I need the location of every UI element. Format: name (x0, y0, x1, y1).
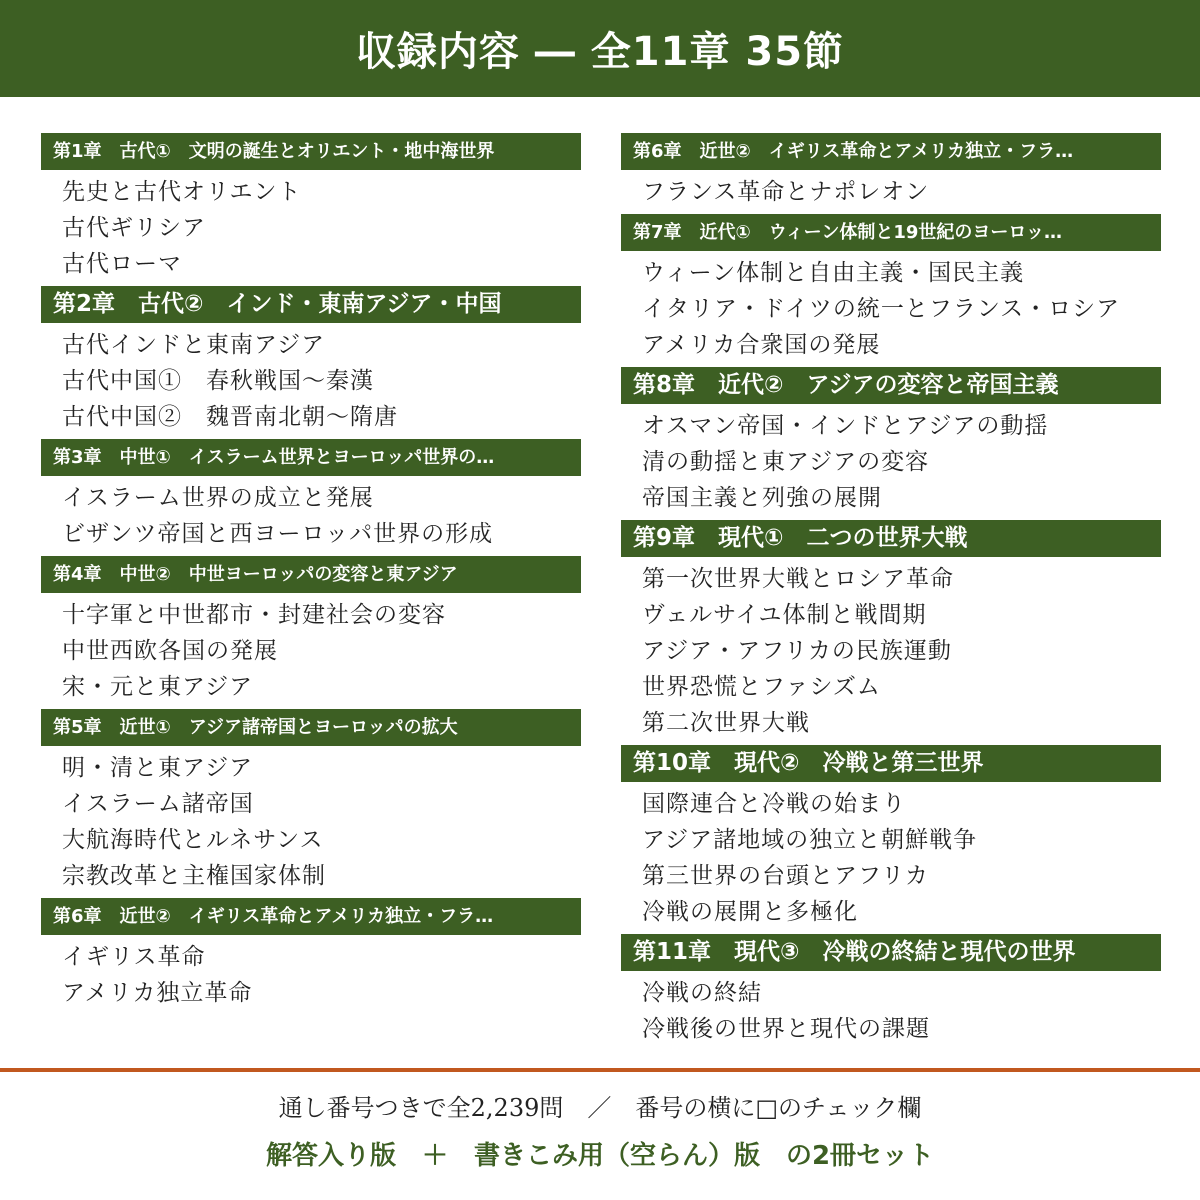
section-item: 帝国主義と列強の展開 (642, 485, 882, 511)
section-item: 古代ローマ (62, 251, 182, 277)
section-list (621, 170, 1161, 214)
chapter-block (621, 520, 1161, 745)
section-item: 十字軍と中世都市・封建社会の変容 (62, 602, 446, 628)
chapter-header: 第1章 古代① 文明の誕生とオリエント・地中海世界 (41, 133, 581, 170)
section-item: イスラーム世界の成立と発展 (62, 485, 374, 511)
section-item: ヴェルサイユ体制と戦間期 (642, 602, 927, 628)
section-item: 第三世界の台頭とアフリカ (642, 863, 929, 889)
chapter-header: 第6章 近世② イギリス革命とアメリカ独立・フラ… (621, 133, 1161, 170)
section-list (41, 746, 581, 898)
section-item: 先史と古代オリエント (62, 179, 302, 205)
section-item: 世界恐慌とファシズム (642, 674, 881, 700)
section-item: オスマン帝国・インドとアジアの動揺 (642, 413, 1049, 439)
section-list (621, 251, 1161, 367)
chapter-block (41, 133, 581, 286)
section-item: フランス革命とナポレオン (642, 179, 930, 205)
chapter-header: 第5章 近世① アジア諸帝国とヨーロッパの拡大 (41, 709, 581, 746)
section-item: 国際連合と冷戦の始まり (642, 791, 906, 817)
title-bar (0, 0, 1200, 97)
section-list (41, 170, 581, 286)
section-item: ビザンツ帝国と西ヨーロッパ世界の形成 (62, 521, 494, 547)
section-list (41, 593, 581, 709)
chapter-header: 第3章 中世① イスラーム世界とヨーロッパ世界の… (41, 439, 581, 476)
section-list (41, 476, 581, 556)
chapter-block (41, 439, 581, 556)
section-item: 冷戦の展開と多極化 (642, 899, 858, 925)
section-item: 明・清と東アジア (62, 755, 254, 781)
section-list (621, 971, 1161, 1051)
chapter-block (41, 556, 581, 709)
section-item: 清の動揺と東アジアの変容 (642, 449, 930, 475)
footer-edition-note: 解答入り版 ＋ 書きこみ用（空らん）版 の2冊セット (265, 1141, 935, 1171)
section-item: 古代インドと東南アジア (62, 332, 326, 358)
section-item: イタリア・ドイツの統一とフランス・ロシア (642, 296, 1121, 322)
chapter-header: 第2章 古代② インド・東南アジア・中国 (41, 286, 581, 323)
section-item: アメリカ合衆国の発展 (642, 332, 881, 358)
section-item: 大航海時代とルネサンス (62, 827, 324, 853)
chapter-header: 第10章 現代② 冷戦と第三世界 (621, 745, 1161, 782)
footer-divider (0, 1068, 1200, 1072)
section-list (621, 782, 1161, 934)
section-item: イギリス革命 (62, 944, 206, 970)
chapter-header: 第6章 近世② イギリス革命とアメリカ独立・フラ… (41, 898, 581, 935)
section-item: 古代ギリシア (62, 215, 206, 241)
chapter-block (41, 286, 581, 439)
chapter-header: 第11章 現代③ 冷戦の終結と現代の世界 (621, 934, 1161, 971)
section-item: 冷戦後の世界と現代の課題 (642, 1016, 930, 1042)
page-title: 収録内容 ― 全11章 35節 (355, 29, 845, 75)
section-item: 宋・元と東アジア (62, 674, 254, 700)
left-column (41, 133, 581, 1015)
chapter-header: 第8章 近代② アジアの変容と帝国主義 (621, 367, 1161, 404)
chapter-block (621, 214, 1161, 367)
chapter-block (621, 745, 1161, 934)
section-list (41, 323, 581, 439)
section-item: アメリカ独立革命 (62, 980, 253, 1006)
right-column (621, 133, 1161, 1051)
chapter-header: 第4章 中世② 中世ヨーロッパの変容と東アジア (41, 556, 581, 593)
chapter-block (621, 133, 1161, 214)
chapter-header: 第7章 近代① ウィーン体制と19世紀のヨーロッ… (621, 214, 1161, 251)
section-item: 第二次世界大戦 (642, 710, 810, 736)
section-list (41, 935, 581, 1015)
section-item: ウィーン体制と自由主義・国民主義 (642, 260, 1025, 286)
section-item: アジア・アフリカの民族運動 (642, 638, 952, 664)
section-item: 宗教改革と主権国家体制 (62, 863, 326, 889)
section-item: 冷戦の終結 (642, 980, 762, 1006)
footer-question-count: 通し番号つきで全2,239問 ／ 番号の横に□のチェック欄 (278, 1094, 922, 1122)
chapter-block (41, 709, 581, 898)
section-item: 古代中国① 春秋戦国～秦漢 (62, 368, 374, 394)
section-item: イスラーム諸帝国 (62, 791, 254, 817)
chapter-block (41, 898, 581, 1015)
section-item: 第一次世界大戦とロシア革命 (642, 566, 954, 592)
chapter-block (621, 367, 1161, 520)
section-item: 古代中国② 魏晋南北朝～隋唐 (62, 404, 398, 430)
section-list (621, 404, 1161, 520)
section-list (621, 557, 1161, 745)
chapter-header: 第9章 現代① 二つの世界大戦 (621, 520, 1161, 557)
section-item: 中世西欧各国の発展 (62, 638, 278, 664)
chapter-block (621, 934, 1161, 1051)
section-item: アジア諸地域の独立と朝鮮戦争 (642, 827, 978, 853)
